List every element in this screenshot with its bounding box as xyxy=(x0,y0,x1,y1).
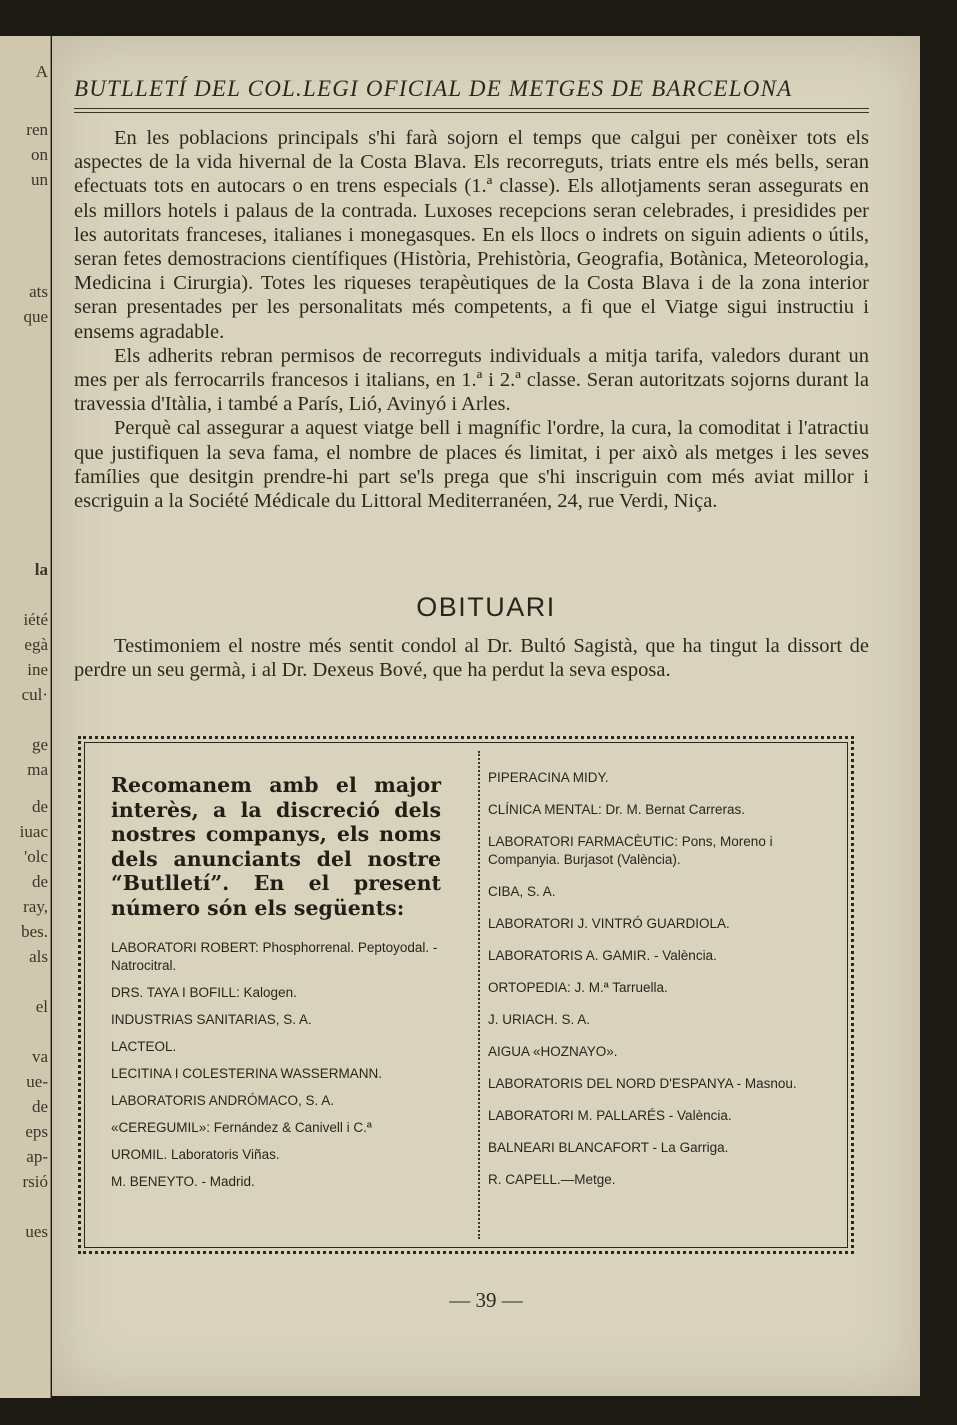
left-page-text-fragment: ray, xyxy=(23,897,48,916)
document-page xyxy=(52,36,920,1396)
column-divider xyxy=(478,751,480,1239)
left-page-text-fragment: de xyxy=(31,797,48,816)
advertisers-heading: Recomanem amb el major interès, a la discreció dels nostres companys, els noms dels anunciants del nostre “Butlletí”. En el present número són els següents: xyxy=(111,773,441,920)
body-paragraph: En les poblacions principals s'hi farà sojorn el temps que calgui per conèixer tots els aspectes de la vida hivernal de la Costa Blava. Els recorreguts, triats entre els més bells, seran efectuats tots en autocars o en trens especials (1.ª classe). Els allotjaments seran assegurats en els millors hotels i palaus de la contrada. Luxoses recepcions seran celebrades, i presidides per les autoritats franceses, italianes i monegasques. En els llocs o indrets on siguin adients o útils, seran fetes demostracions científiques (Història, Prehistòria, Geografia, Botànica, Meteorologia, Medicina i Cirurgia). Totes les riqueses terapèutiques de la Costa Blava i de la zona interior seran presentades per les personalitats més competents, a fi que el Viatge sigui instructiu i ensems agradable. xyxy=(74,127,869,343)
advertiser-item: BALNEARI BLANCAFORT - La Garriga. xyxy=(488,1140,729,1155)
left-page-text-fragment: ren xyxy=(26,120,48,139)
advertiser-item: LABORATORI J. VINTRÓ GUARDIOLA. xyxy=(488,916,730,931)
advertiser-item: LABORATORI M. PALLARÉS - València. xyxy=(488,1108,732,1123)
obituari-paragraph: Testimoniem el nostre més sentit condol al Dr. Bultó Sagistà, que ha tingut la dissort de perdre un seu germà, i al Dr. Dexeus Bové, que ha perdut la seva esposa. xyxy=(74,635,869,682)
advertiser-item: LABORATORI ROBERT: Phosphorrenal. Peptoyodal. - Natrocitral. xyxy=(111,940,438,973)
left-page-text-fragment: bes. xyxy=(21,922,48,941)
advertiser-item: LABORATORIS DEL NORD D'ESPANYA - Masnou. xyxy=(488,1076,797,1091)
advertiser-item: CIBA, S. A. xyxy=(488,884,556,899)
body-text xyxy=(74,126,869,513)
left-page-text-fragment: el xyxy=(35,997,48,1016)
advertiser-item: LABORATORIS ANDRÓMACO, S. A. xyxy=(111,1093,335,1108)
body-paragraph: Els adherits rebran permisos de recorreguts individuals a mitja tarifa, valedors durant un mes per als ferrocarrils francesos i italians, en 1.ª i 2.ª classe. Seran autoritzats sojorns durant la travessia d'Itàlia, i també a París, Lió, Avinyó i Arles. xyxy=(74,344,869,416)
advertiser-item: DRS. TAYA I BOFILL: Kalogen. xyxy=(111,985,297,1000)
left-page-text-fragment: on xyxy=(31,145,48,164)
advertiser-item: J. URIACH. S. A. xyxy=(488,1012,591,1027)
advertiser-item: CLÍNICA MENTAL: Dr. M. Bernat Carreras. xyxy=(488,802,746,817)
advertiser-item: INDUSTRIAS SANITARIAS, S. A. xyxy=(111,1012,312,1027)
left-page-text-fragment: ues xyxy=(25,1222,48,1241)
left-page-text-fragment: ue- xyxy=(26,1072,48,1091)
left-page-text-fragment: un xyxy=(31,170,48,189)
left-page-text-fragment: de xyxy=(31,1097,48,1116)
left-page-text-fragment: cul· xyxy=(21,685,48,704)
left-page-text-fragment: la xyxy=(34,560,48,579)
left-page-text-fragment: de xyxy=(31,872,48,891)
advertiser-item: LABORATORIS A. GAMIR. - València. xyxy=(488,948,717,963)
left-page-text-fragment: rsió xyxy=(22,1172,48,1191)
body-paragraph: Perquè cal assegurar a aquest viatge bell i magnífic l'ordre, la cura, la comoditat i l'atractiu que justifiquen la seva fama, el nombre de places és limitat, i per això als metges i les seves famílies que desitgin prendre-hi part se'ls prega que s'hi inscriguin com més aviat millor i escriguin a la Société Médicale du Littoral Mediterranéen, 24, rue Verdi, Niça. xyxy=(74,417,869,513)
advertisers-box xyxy=(78,736,854,1254)
left-page-text-fragment: als xyxy=(29,947,48,966)
left-page-text-fragment: A xyxy=(35,62,48,81)
left-page-text-fragment: ge xyxy=(31,735,48,754)
adjacent-left-page xyxy=(0,36,51,1398)
left-page-text-fragment: 'olc xyxy=(24,847,48,866)
left-page-text-fragment: ap- xyxy=(26,1147,48,1166)
left-page-text-fragment: ma xyxy=(27,760,48,779)
advertiser-item: ORTOPEDIA: J. M.ª Tarruella. xyxy=(488,980,668,995)
obituari-text xyxy=(74,634,869,682)
left-page-text-fragment: egà xyxy=(24,635,48,654)
left-page-text-fragment: va xyxy=(31,1047,48,1066)
advertiser-item: R. CAPELL.—Metge. xyxy=(488,1172,616,1187)
advertiser-item: UROMIL. Laboratoris Viñas. xyxy=(111,1147,280,1162)
advertiser-item: AIGUA «HOZNAYO». xyxy=(488,1044,618,1059)
advertiser-item: PIPERACINA MIDY. xyxy=(488,770,609,785)
advertiser-item: M. BENEYTO. - Madrid. xyxy=(111,1174,255,1189)
header-rule-secondary xyxy=(74,112,869,113)
page-number: — 39 — xyxy=(449,1288,523,1312)
advertiser-item: «CEREGUMIL»: Fernández & Canivell i C.ª xyxy=(111,1120,372,1135)
advertiser-item: LABORATORI FARMACÈUTIC: Pons, Moreno i Companyia. Burjasot (València). xyxy=(488,834,773,867)
left-page-text-fragment: iuac xyxy=(19,822,48,841)
left-page-text-fragment: que xyxy=(23,307,48,326)
header-rule xyxy=(74,108,869,109)
advertisers-list-right xyxy=(488,769,833,1203)
left-page-text-fragment: iété xyxy=(23,610,48,629)
advertiser-item: LACTEOL. xyxy=(111,1039,177,1054)
left-page-text-fragment: eps xyxy=(25,1122,48,1141)
advertisers-list-left xyxy=(111,939,451,1200)
left-page-text-fragment: ats xyxy=(29,282,48,301)
section-title-obituari: OBITUARI xyxy=(416,592,556,622)
left-page-text-fragment: ine xyxy=(27,660,48,679)
advertiser-item: LECITINA I COLESTERINA WASSERMANN. xyxy=(111,1066,383,1081)
running-header: BUTLLETÍ DEL COL.LEGI OFICIAL DE METGES DE BARCELONA xyxy=(74,76,793,101)
